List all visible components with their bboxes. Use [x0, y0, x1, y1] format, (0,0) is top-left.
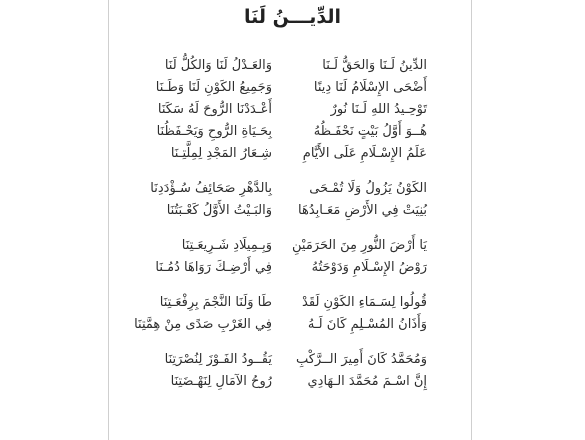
verse-second-hemistich: وَالعَـدْلُ لَنَا وَالكُلُّ لَنَا: [164, 58, 272, 73]
verse-line: [0, 315, 585, 335]
verse-line: [0, 56, 585, 76]
verse-first-hemistich: بُنِيَتْ فِي الأَرْضِ مَعَـابِدُهَا: [298, 203, 427, 218]
verse-line: [0, 201, 585, 221]
verse-first-hemistich: إِنَّ اسْـمَ مُحَمَّدَ الـهَادِي: [307, 374, 427, 389]
verse-first-hemistich: وَمُحَمَّدُ كَانَ أَمِيرَ الــرَّكْبِ: [295, 352, 427, 367]
stanza: [0, 293, 585, 350]
verse-second-hemistich: وَالبَـيْتُ الأَوَّلُ كَعْـبَتُنَا: [166, 203, 272, 218]
verse-line: [0, 372, 585, 392]
verse-first-hemistich: وَأَذَانُ المُسْـلِمِ كَانَ لَـهُ: [307, 317, 427, 332]
verse-line: [0, 179, 585, 199]
poem-title: الدِّيـــنُ لَنَا: [244, 6, 341, 28]
stanza: [0, 122, 585, 179]
verse-line: [0, 100, 585, 120]
verse-second-hemistich: أَعْـدَدْنَا الرُّوحَ لَهُ سَكَنَا: [157, 102, 272, 117]
stanza: [0, 236, 585, 293]
verse-second-hemistich: بِحَـيَاةِ الرُّوحِ وَيَحْـفَظُنَا: [156, 124, 272, 139]
verse-line: [0, 236, 585, 256]
verse-second-hemistich: رُوحُ الآمَالِ لِنَهْـضَتِنَا: [170, 374, 272, 389]
poem-body: [0, 56, 585, 396]
verse-first-hemistich: الدِّينُ لَـنَا وَالحَقُّ لَـنَا: [322, 58, 427, 73]
verse-first-hemistich: تَوْحِـيدُ اللهِ لَـنَا نُورٌ: [330, 102, 427, 117]
verse-line: [0, 78, 585, 98]
verse-second-hemistich: فِي الغَرْبِ صَدًى مِنْ هِمَّتِنَا: [134, 317, 272, 332]
verse-second-hemistich: وَبِـمِيلَادِ شَـرِيعَـتِنَا: [181, 238, 272, 253]
verse-line: [0, 258, 585, 278]
verse-first-hemistich: رَوْضُ الإِسْـلَامِ وَدَوْحَتُهُ: [311, 260, 427, 275]
verse-first-hemistich: عَلَمُ الإِسْـلَامِ عَلَى الأَيَّامِ: [302, 146, 427, 161]
verse-line: [0, 293, 585, 313]
verse-second-hemistich: فِي أَرْضِـكَ رَوَاهَا دُمُـنَا: [155, 260, 272, 275]
verse-first-hemistich: الكَوْنُ يَزُولُ وَلَا تُمْـحَى: [309, 181, 427, 196]
stanza: [0, 350, 585, 396]
verse-first-hemistich: قُولُوا لِسَـمَاءِ الكَوْنِ لَقَدْ: [302, 295, 427, 310]
verse-second-hemistich: طَا وَلَنَا النَّجْمَ بِرِفْعَـتِنَا: [159, 295, 272, 310]
verse-first-hemistich: يَا أَرْضَ النُّورِ مِنَ الحَرَمَيْنِ: [292, 238, 427, 253]
stanza: [0, 179, 585, 236]
verse-first-hemistich: أَضْحَى الإِسْلَامُ لَنَا دِينًا: [313, 80, 427, 95]
verse-second-hemistich: يَقُــودُ الفَـوْزَ لِنُصْرَتِنَا: [164, 352, 272, 367]
verse-second-hemistich: بِالدَّهْرِ صَحَائِفُ سُـؤْدَدِنَا: [150, 181, 272, 196]
verse-second-hemistich: وَجَمِيعُ الكَوْنِ لَنَا وَطَـنَا: [155, 80, 272, 95]
verse-line: [0, 122, 585, 142]
verse-line: [0, 350, 585, 370]
verse-line: [0, 144, 585, 164]
verse-second-hemistich: شِـعَارُ المَجْدِ لِمِلَّتِـنَا: [170, 146, 272, 161]
verse-first-hemistich: هُــوَ أَوَّلُ بَيْتٍ نَحْفَـظُهُ: [313, 124, 427, 139]
stanza: [0, 56, 585, 122]
